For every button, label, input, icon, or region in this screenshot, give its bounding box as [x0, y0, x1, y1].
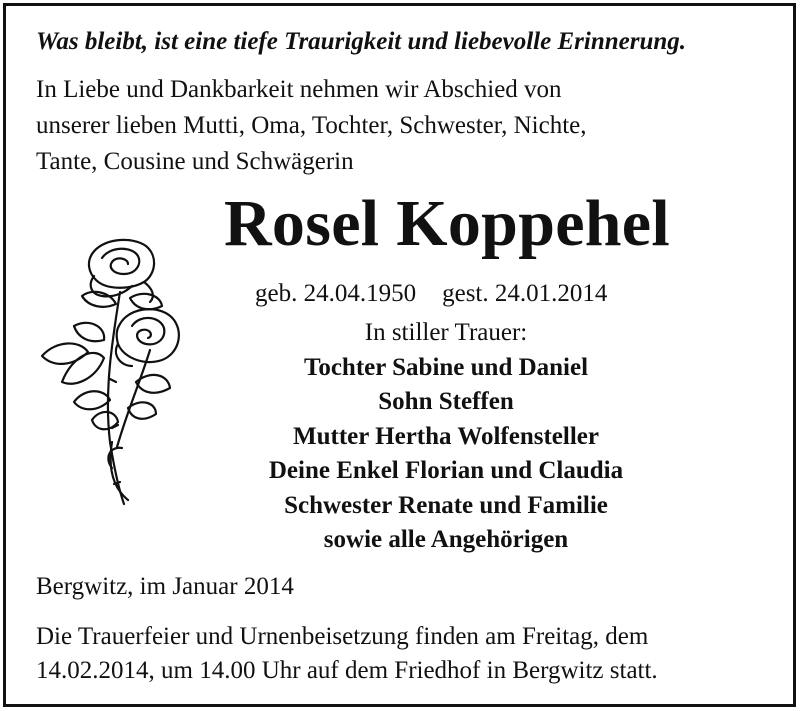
motto: Was bleibt, ist eine tiefe Traurigkeit und liebevolle Erinnerung.	[36, 28, 687, 55]
mourner-line: Tochter Sabine und Daniel	[303, 353, 589, 381]
mourner-line: Schwester Renate und Familie	[284, 491, 608, 519]
service-info	[36, 620, 658, 688]
intro-line: unserer lieben Mutti, Oma, Tochter, Schwester, Nichte,	[36, 112, 587, 139]
death-date: gest. 24.01.2014	[442, 280, 608, 307]
life-dates	[255, 280, 607, 308]
mourners-block	[196, 316, 696, 558]
rose-icon	[32, 232, 182, 522]
intro-line: Tante, Cousine und Schwägerin	[36, 148, 354, 175]
intro-line: In Liebe und Dankbarkeit nehmen wir Abschied von	[36, 76, 562, 103]
service-line: Die Trauerfeier und Urnenbeisetzung finden am Freitag, dem	[36, 623, 649, 650]
mourning-heading: In stiller Trauer:	[364, 319, 528, 346]
place-date: Bergwitz, im Januar 2014	[36, 573, 294, 600]
birth-date: geb. 24.04.1950	[255, 280, 417, 307]
service-line: 14.02.2014, um 14.00 Uhr auf dem Friedhof in Bergwitz statt.	[36, 657, 658, 684]
mourner-line: sowie alle Angehörigen	[323, 526, 569, 553]
intro-text	[36, 72, 716, 180]
mourner-line: Deine Enkel Florian und Claudia	[268, 457, 624, 484]
deceased-name: Rosel Koppehel	[223, 187, 671, 260]
mourner-line: Mutter Hertha Wolfensteller	[293, 422, 599, 450]
mourner-line: Sohn Steffen	[378, 388, 514, 415]
